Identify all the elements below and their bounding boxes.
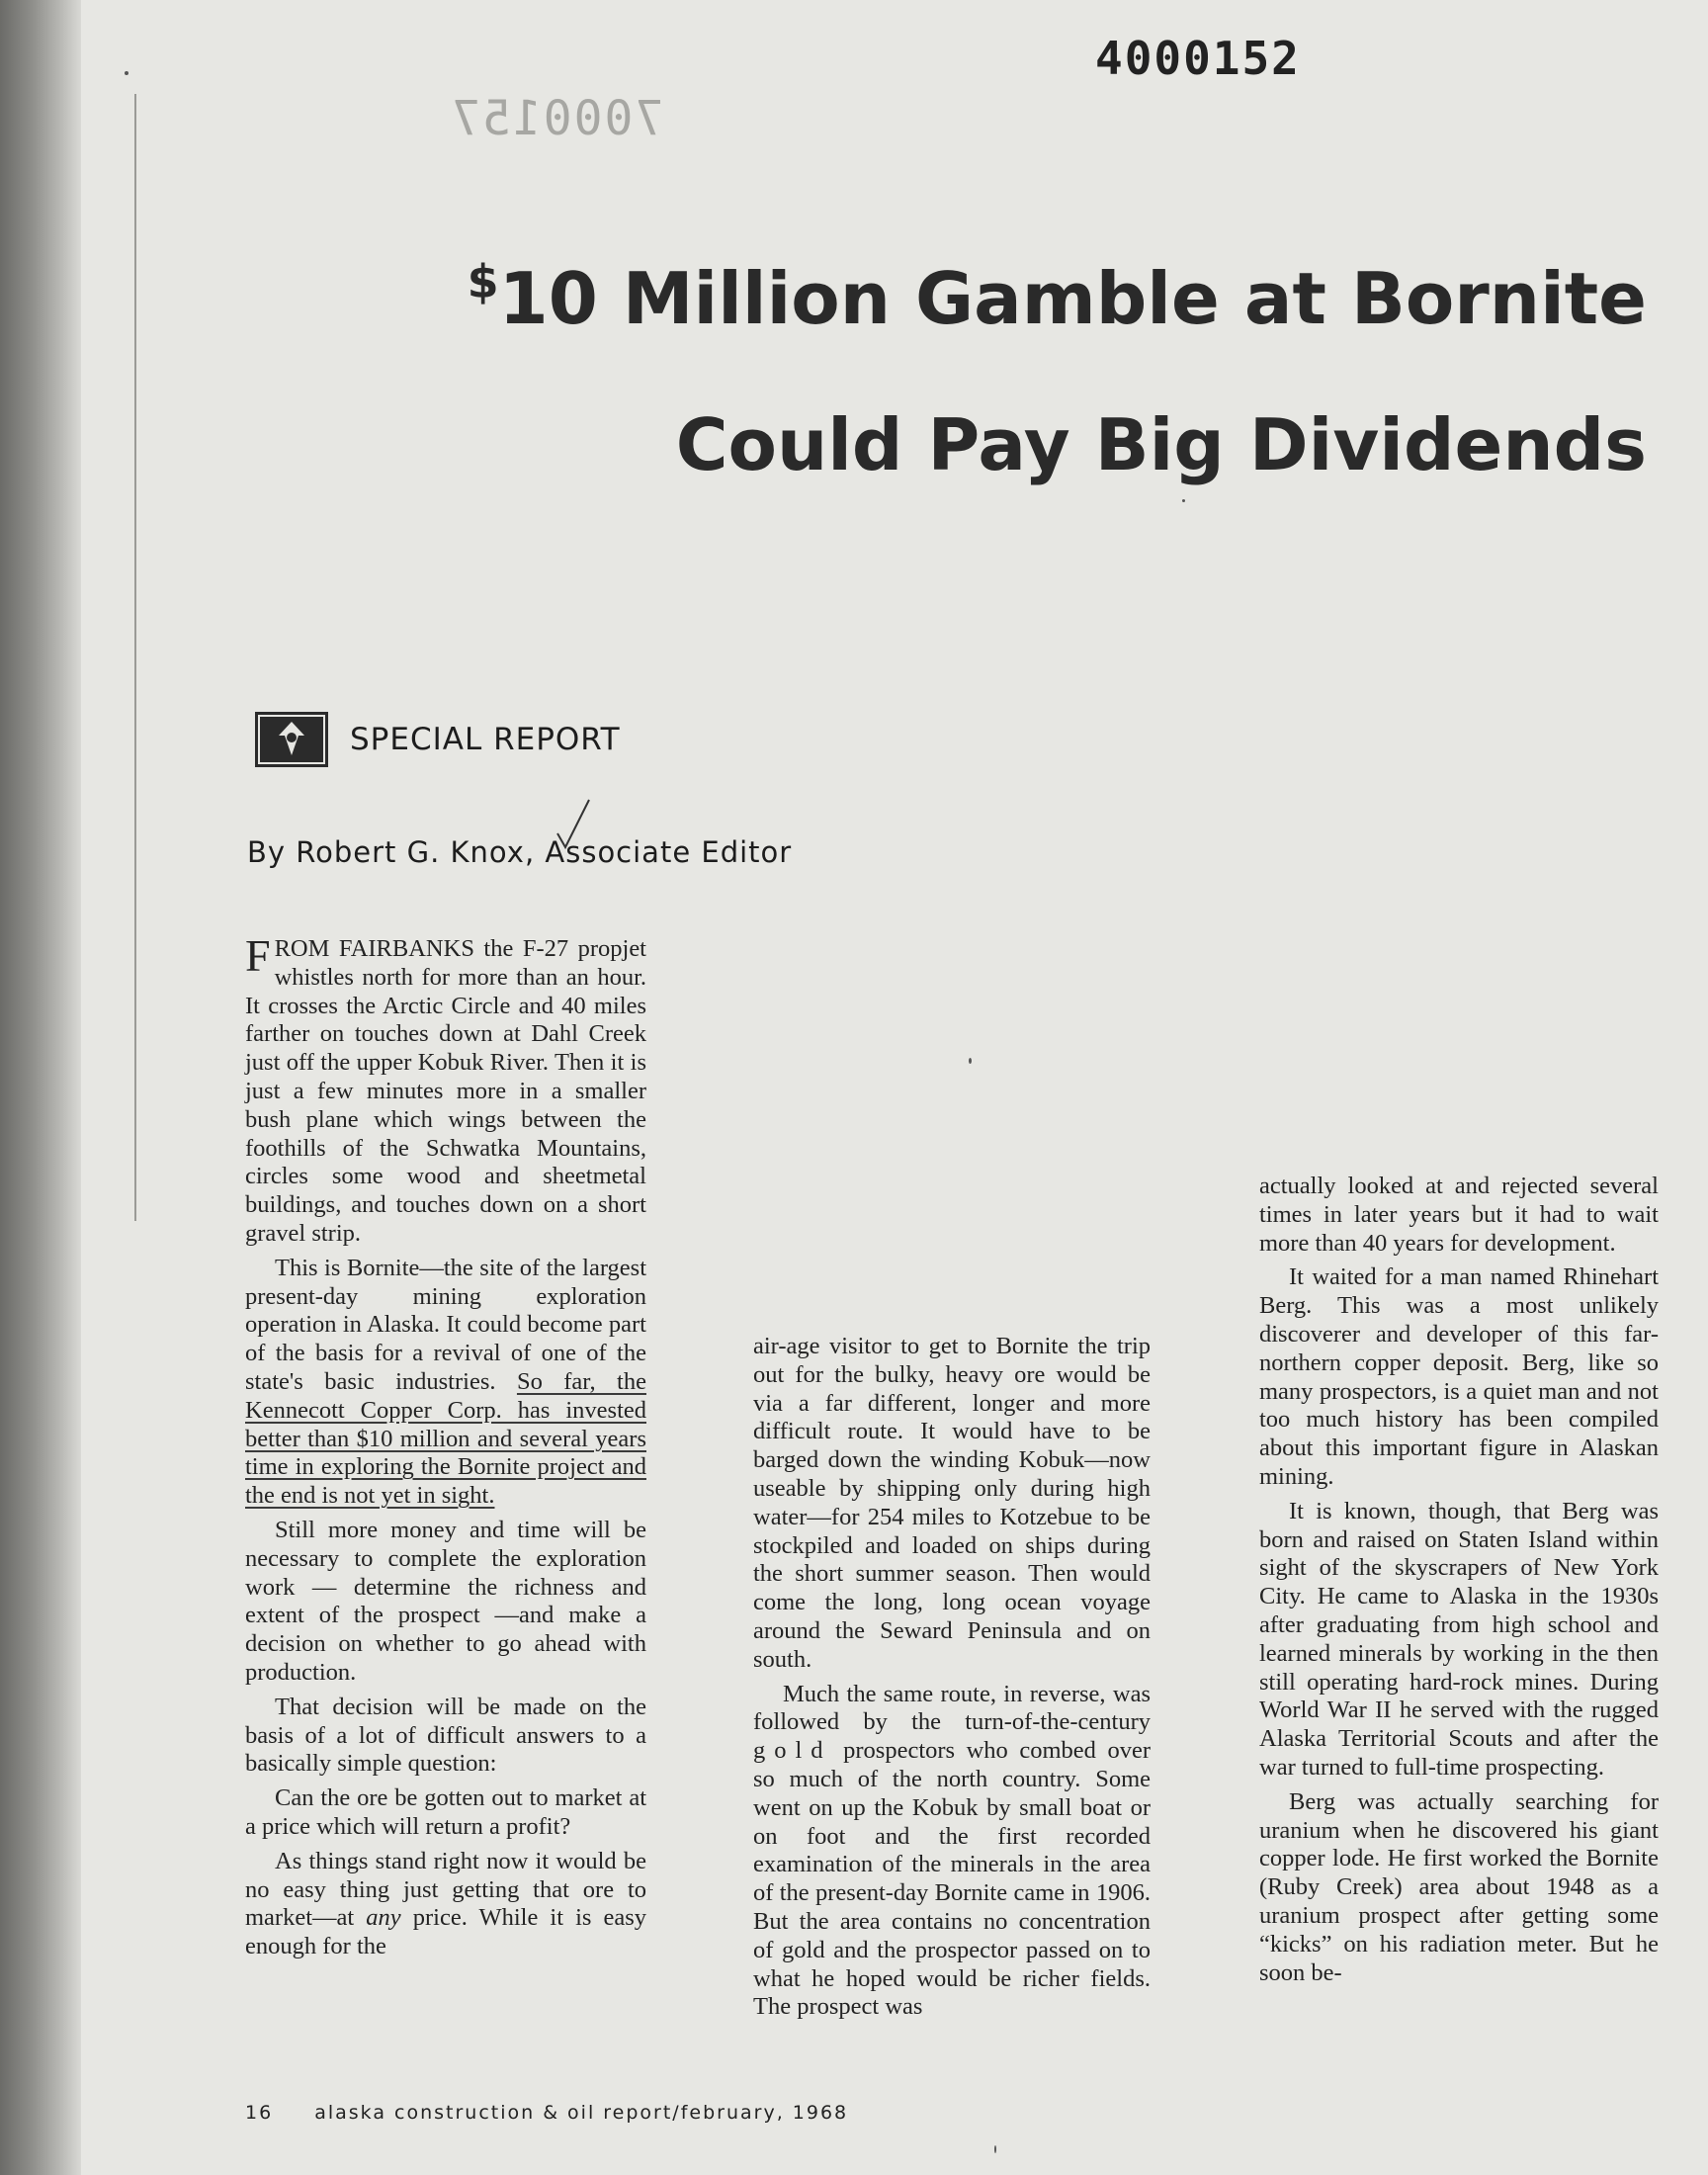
column-1-paragraph-1 (245, 930, 646, 1249)
scan-speck (969, 1058, 972, 1064)
column-1-paragraph-6 (245, 1848, 646, 1961)
article-column-1 (245, 930, 647, 1967)
column-1-paragraph-6-before: As things stand right now it would be no easy thing just getting that ore to market—at (245, 1847, 646, 1932)
page-footer (245, 2102, 848, 2124)
document-number-stamp: 4000152 (1095, 32, 1301, 85)
spaced-word-gold: gold (753, 1737, 832, 1765)
column-1-paragraph-2-start: This is Bornite—the site of the largest present-day mining exploration operation in Alaska. It could become part of the basis for a revival of one of the state's basic industries. (245, 1254, 646, 1395)
column-3-paragraph-2: It waited for a man named Rhinehart Berg. This was a most unlikely discoverer and developer of this far-northern copper deposit. Berg, like so many prospectors, is a quiet man and not too much history has been compiled about this important figure in Alaskan mining. (1259, 1263, 1659, 1490)
italic-word: any (366, 1904, 401, 1932)
column-2-paragraph-2-before: Much the same route, in reverse, was followed by the turn-of-the-century (753, 1680, 1151, 1736)
column-1-paragraph-6-after: price. While it is easy enough for the (245, 1904, 647, 1960)
publication-line: alaska construction & oil report/february, 1968 (314, 2102, 849, 2124)
magazine-logo-icon (255, 712, 328, 767)
column-3-paragraph-3: It is known, though, that Berg was born and raised on Staten Island within sight of the skyscrapers of New York City. He came to Alaska in the 1930s after graduating from high school and learned minerals by working in the then still operating hard-rock mines. During World War II he served with the rugged Alaska Territorial Scouts and after the war turned to full-time prospecting. (1259, 1497, 1659, 1781)
scan-speck (994, 2145, 996, 2153)
binding-shadow (0, 0, 81, 2175)
headline-line-1-text: 10 Million Gamble at Bornite (498, 257, 1647, 340)
scan-speck (125, 71, 128, 75)
column-3-paragraph-1: actually looked at and rejected several times in later years but it had to wait more than 40 years for development. (1259, 1173, 1659, 1257)
column-3-paragraph-4: Berg was actually searching for uranium when he discovered his giant copper lode. He first worked the Bornite (Ruby Creek) area about 1948 as a uranium prospect after getting some “kicks” on his radiation meter. But he soon be- (1259, 1787, 1659, 1986)
page-number: 16 (245, 2102, 274, 2124)
bleed-through-number: 7000157 (450, 91, 664, 146)
underlined-passage: So far, the Kennecott Copper Corp. has invested better than $10 million and several years time in exploring the Bornite project and the end is not yet in sight. (245, 1367, 646, 1510)
column-1-paragraph-1-text: ROM FAIRBANKS the F-27 propjet whistles north for more than an hour. It crosses the Arctic Circle and 40 miles farther on touches down at Dahl Creek just off the upper Kobuk River. Then it is just a few minutes more in a smaller bush plane which wings between the foothills of the Schwatka Mountains, circles some wood and sheetmetal buildings, and touches down on a short gravel strip. (245, 935, 646, 1247)
column-2-paragraph-2-after: prospectors who combed over so much of the north country. Some went on up the Kobuk by small boat or on foot and the first recorded examination of the minerals in the area of the present-day Bornite came in 1906. But the area contains no concentration of gold and the prospector passed on to what he hoped would be richer fields. The prospect was (753, 1737, 1152, 2021)
headline-dollar-sign: $ (467, 255, 499, 308)
special-report-text: SPECIAL REPORT (350, 722, 621, 757)
margin-line (134, 94, 136, 1221)
column-1-paragraph-5: Can the ore be gotten out to market at a price which will return a profit? (245, 1784, 646, 1840)
column-1-paragraph-4: That decision will be made on the basis of a lot of difficult answers to a basically simple question: (245, 1693, 646, 1778)
column-2-paragraph-1: air-age visitor to get to Bornite the trip out for the bulky, heavy ore would be via a far different, longer and more difficult route. It would have to be barged down the winding Kobuk—now useable by shipping only during high water—for 254 miles to Kotzebue to be stockpiled and loaded on ships during the short summer season. Then would come the long, long ocean voyage around the Seward Peninsula and on south. (753, 1333, 1151, 1673)
article-column-3 (1259, 1173, 1659, 1993)
column-1-paragraph-3: Still more money and time will be necessary to complete the exploration work — determine the richness and extent of the prospect —and make a decision on whether to go ahead with production. (245, 1516, 646, 1686)
column-2-paragraph-2 (753, 1681, 1151, 2023)
drop-cap: F (245, 930, 271, 981)
article-column-2 (753, 1333, 1151, 2028)
byline: By Robert G. Knox, Associate Editor (247, 835, 793, 869)
scan-speck (1182, 499, 1185, 502)
headline-line-1 (468, 255, 1647, 340)
headline-line-2: Could Pay Big Dividends (675, 403, 1647, 486)
column-1-paragraph-2 (245, 1255, 646, 1511)
special-report-label (255, 710, 621, 769)
